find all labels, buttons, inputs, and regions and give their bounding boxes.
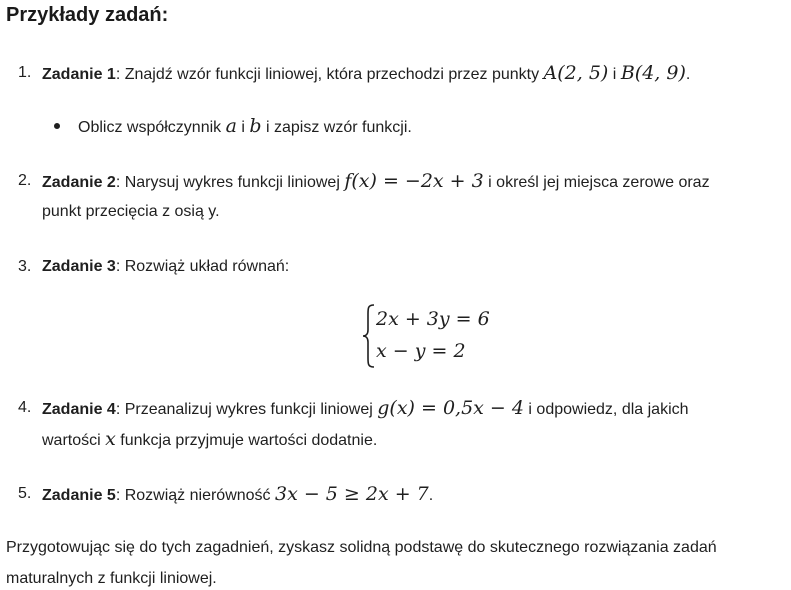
- task-text: : Rozwiąż układ równań:: [115, 258, 290, 275]
- section-heading: Przykłady zadań:: [6, 4, 169, 26]
- task-text: : Znajdź wzór funkcji liniowej, która przechodzi przez punkty: [115, 66, 544, 83]
- subtask-text: Oblicz współczynnik: [78, 119, 226, 136]
- task-1: [42, 62, 690, 86]
- task-4: [42, 397, 689, 421]
- task-label: Zadanie 5: [42, 487, 116, 504]
- task-text: : Przeanalizuj wykres funkcji liniowej: [115, 401, 378, 418]
- task-text: funkcja przyjmuje wartości dodatnie.: [115, 432, 378, 449]
- task-label: Zadanie 2: [42, 174, 116, 191]
- subtask: [78, 115, 412, 139]
- math-formula-g: g(x) = 0,5x − 4: [377, 397, 524, 419]
- math-var-a: a: [225, 115, 237, 137]
- conclusion-line-2: maturalnych z funkcji liniowej.: [6, 570, 217, 587]
- equation-1: 2x + 3y = 6: [376, 308, 490, 330]
- subtask-text: i: [236, 119, 250, 136]
- task-2: [42, 170, 710, 194]
- task-text: wartości: [42, 432, 106, 449]
- subtask-text: i zapisz wzór funkcji.: [261, 119, 412, 136]
- task-label: Zadanie 4: [42, 401, 116, 418]
- task-text: .: [428, 487, 434, 504]
- task-number: 2.: [18, 172, 32, 189]
- equation-2: x − y = 2: [376, 340, 466, 362]
- task-text: i określ jej miejsca zerowe oraz: [483, 174, 710, 191]
- task-5: [42, 483, 433, 507]
- task-text: i odpowiedz, dla jakich: [523, 401, 689, 418]
- task-number: 1.: [18, 64, 32, 81]
- bullet-icon: [54, 123, 60, 129]
- task-2-line2: punkt przecięcia z osią y.: [42, 203, 220, 220]
- math-inequality: 3x − 5 ≥ 2x + 7: [274, 483, 429, 505]
- math-var-b: b: [249, 115, 262, 137]
- task-number: 4.: [18, 399, 32, 416]
- task-text: .: [685, 66, 691, 83]
- brace-icon: [362, 304, 376, 368]
- math-point-b: B(4, 9): [620, 62, 686, 84]
- task-label: Zadanie 3: [42, 258, 116, 275]
- task-4-line2: [42, 428, 377, 452]
- math-var-x: x: [105, 428, 116, 450]
- task-text: : Narysuj wykres funkcji liniowej: [115, 174, 345, 191]
- math-formula-f: f(x) = −2x + 3: [344, 170, 484, 192]
- conclusion-line-1: Przygotowując się do tych zagadnień, zyskasz solidną podstawę do skutecznego rozwiązania zadań: [6, 539, 717, 556]
- task-label: Zadanie 1: [42, 66, 116, 83]
- task-number: 3.: [18, 258, 32, 275]
- math-point-a: A(2, 5): [543, 62, 609, 84]
- task-text: i: [608, 66, 621, 83]
- task-text: : Rozwiąż nierówność: [115, 487, 275, 504]
- task-number: 5.: [18, 485, 32, 502]
- task-3: [42, 256, 289, 278]
